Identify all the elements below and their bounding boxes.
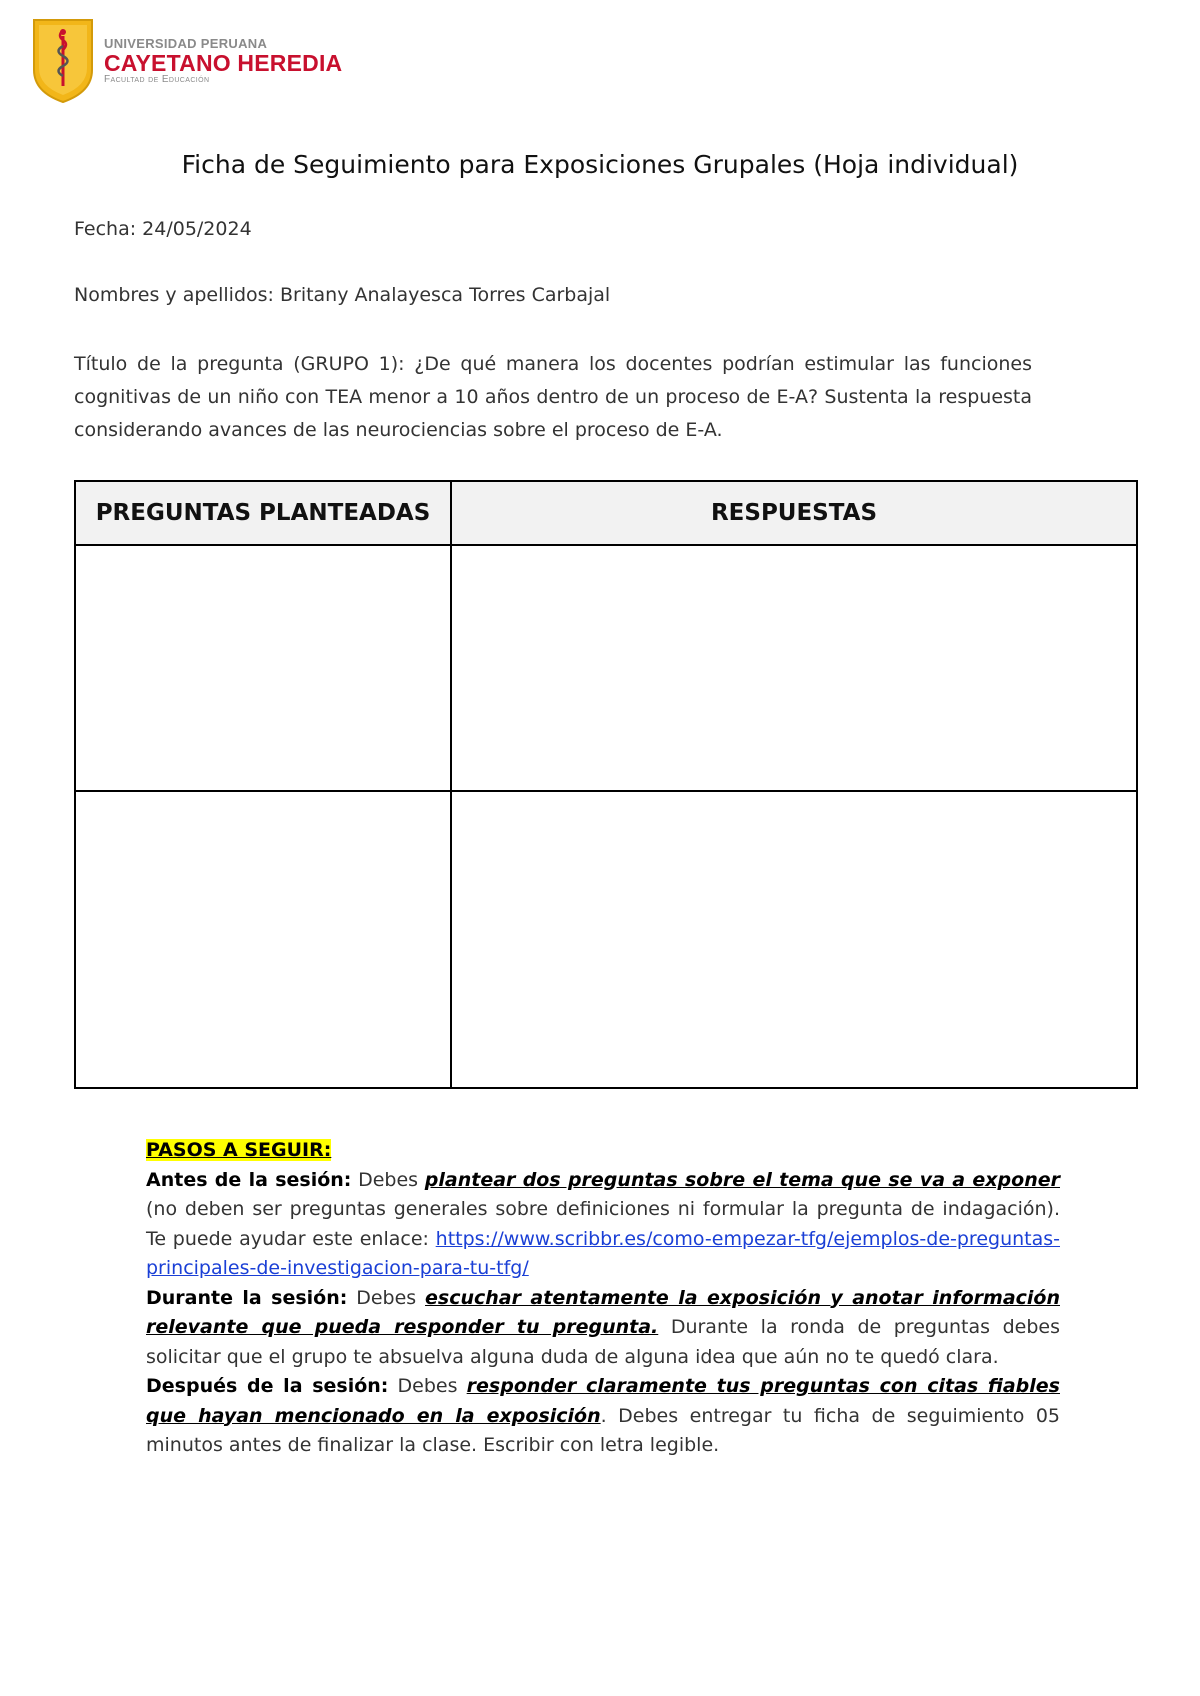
university-logo bbox=[32, 18, 342, 104]
durante-pre-text: Debes bbox=[347, 1286, 426, 1309]
respuesta-cell[interactable] bbox=[451, 545, 1137, 791]
pregunta-cell[interactable] bbox=[75, 791, 451, 1088]
despues-paragraph bbox=[146, 1372, 1060, 1461]
fecha-field: Fecha: 24/05/2024 bbox=[74, 218, 252, 240]
table-row bbox=[75, 545, 1137, 791]
questions-table bbox=[74, 480, 1138, 1089]
durante-paragraph bbox=[146, 1284, 1060, 1373]
logo-line-faculty: Facultad de Educación bbox=[104, 73, 210, 85]
despues-emphasis: responder claramente tus preguntas con citas fiables que hayan mencionado en la exposición bbox=[146, 1375, 1060, 1427]
nombres-field: Nombres y apellidos: Britany Analayesca Torres Carbajal bbox=[74, 284, 611, 306]
pasos-heading: PASOS A SEGUIR: bbox=[146, 1139, 332, 1161]
durante-label: Durante la sesión: bbox=[146, 1286, 348, 1309]
antes-emphasis: plantear dos preguntas sobre el tema que se va a exponer bbox=[424, 1168, 1060, 1191]
table-row bbox=[75, 791, 1137, 1088]
antes-label: Antes de la sesión: bbox=[146, 1168, 352, 1191]
header-respuestas: RESPUESTAS bbox=[451, 481, 1137, 545]
despues-post-text: . Debes entregar tu ficha de seguimiento 05 minutos antes de finalizar la clase. Escribir con letra legible. bbox=[146, 1404, 1060, 1456]
despues-label: Después de la sesión: bbox=[146, 1375, 389, 1397]
logo-line-name: CAYETANO HEREDIA bbox=[104, 49, 343, 76]
scribbr-link[interactable]: https://www.scribbr.es/como-empezar-tfg/ejemplos-de-preguntas-principales-de-investigacion-para-tu-tfg/ bbox=[146, 1227, 1060, 1279]
respuesta-cell[interactable] bbox=[451, 791, 1137, 1088]
durante-post-text: Durante la ronda de preguntas debes solicitar que el grupo te absuelva alguna duda de alguna idea que aún no te quedó clara. bbox=[146, 1316, 1060, 1368]
pregunta-field: Título de la pregunta (GRUPO 1): ¿De qué manera los docentes podrían estimular las funciones cognitivas de un niño con TEA menor a 10 años dentro de un proceso de E-A? Sustenta la respuesta considerando avances de las neurociencias sobre el proceso de E-A. bbox=[74, 353, 1032, 441]
pregunta-cell[interactable] bbox=[75, 545, 451, 791]
antes-pre-text: Debes bbox=[351, 1168, 425, 1191]
despues-pre-text: Debes bbox=[388, 1375, 467, 1397]
header-preguntas: PREGUNTAS PLANTEADAS bbox=[75, 481, 451, 545]
antes-post-text: (no deben ser preguntas generales sobre definiciones ni formular la pregunta de indagación). Te puede ayudar este enlace: bbox=[146, 1198, 1060, 1250]
instructions-section bbox=[146, 1136, 1060, 1461]
antes-paragraph bbox=[146, 1166, 1060, 1284]
document-title: Ficha de Seguimiento para Exposiciones Grupales (Hoja individual) bbox=[181, 150, 1019, 179]
logo-line-university: UNIVERSIDAD PERUANA bbox=[104, 35, 268, 51]
university-crest-icon bbox=[32, 18, 94, 104]
durante-emphasis: escuchar atentamente la exposición y anotar información relevante que pueda responder tu pregunta. bbox=[146, 1286, 1060, 1338]
table-header-row bbox=[75, 481, 1137, 545]
